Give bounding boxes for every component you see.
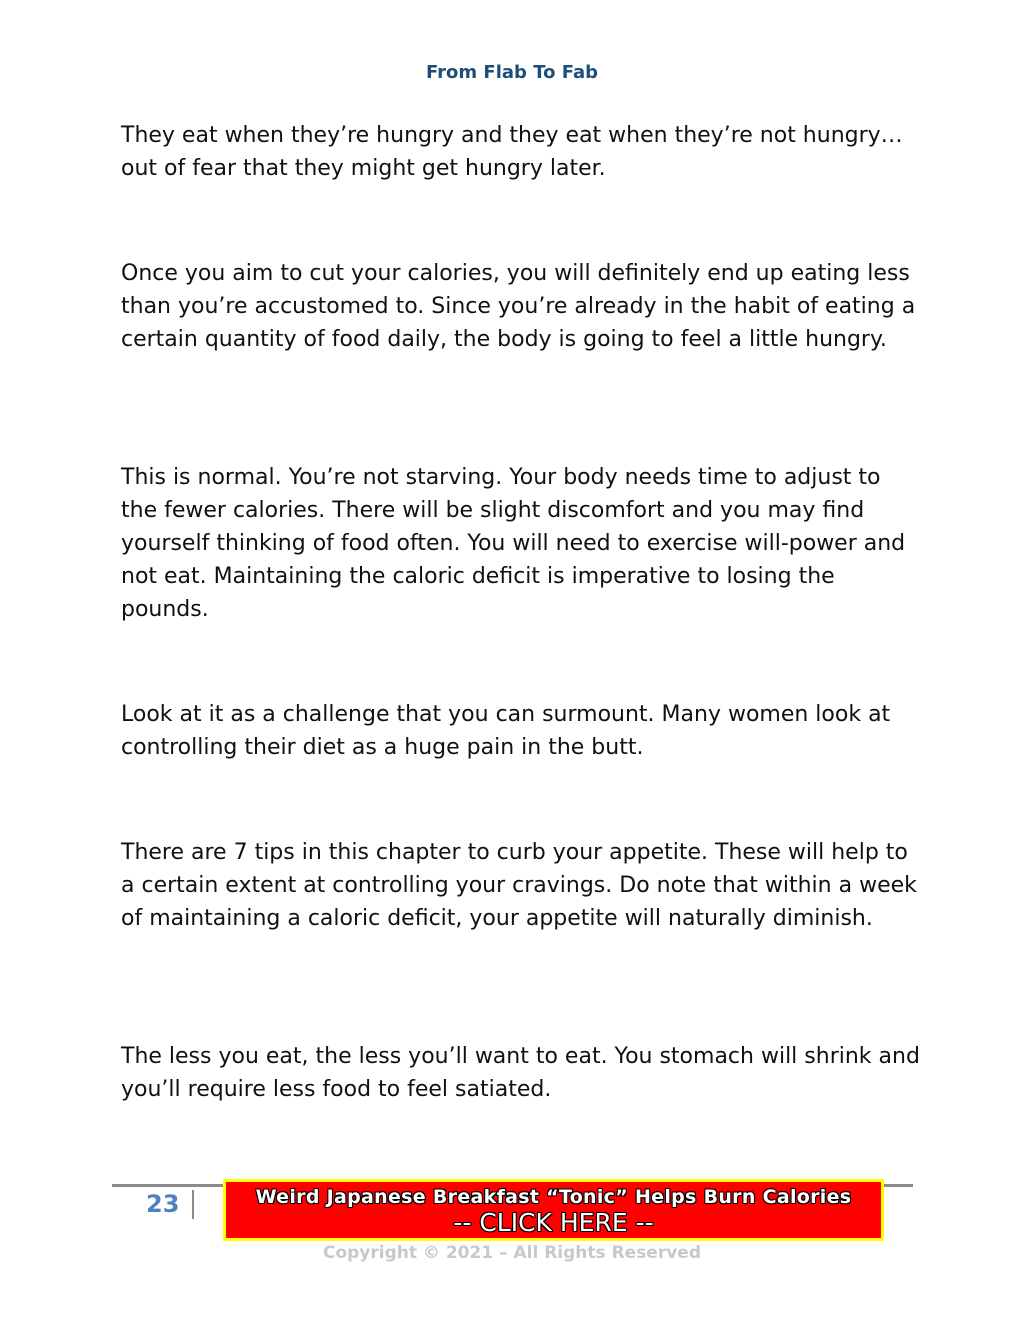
page-number: 23 [146,1190,180,1218]
promo-banner-headline: Weird Japanese Breakfast “Tonic” Helps Burn Calories [255,1186,852,1208]
copyright-notice: Copyright © 2021 – All Rights Reserved [322,1243,702,1263]
page-header-title: From Flab To Fab [426,62,598,83]
page-number-separator [192,1190,194,1219]
paragraph-5: There are 7 tips in this chapter to curb your appetite. These will help to a certain extent at controlling your cravings. Do note that within a week of maintaining a caloric deficit, your appetite will naturally diminish. [121,840,917,931]
paragraph-1: They eat when they’re hungry and they eat when they’re not hungry… out of fear that they might get hungry later. [121,123,903,181]
paragraph-6: The less you eat, the less you’ll want to eat. You stomach will shrink and you’ll require less food to feel satiated. [121,1044,920,1102]
paragraph-4: Look at it as a challenge that you can surmount. Many women look at controlling their diet as a huge pain in the butt. [121,702,891,760]
paragraph-2: Once you aim to cut your calories, you will definitely end up eating less than you’re accustomed to. Since you’re already in the habit of eating a certain quantity of food daily, the body is going to feel a little hungry. [121,261,916,352]
promo-banner-cta: -- CLICK HERE -- [453,1208,654,1237]
paragraph-3: This is normal. You’re not starving. Your body needs time to adjust to the fewer calories. There will be slight discomfort and you may find yourself thinking of food often. You will need to exercise will-power and not eat. Maintaining the caloric deficit is imperative to losing the pounds. [121,465,906,622]
promo-banner-link[interactable] [223,1179,884,1241]
